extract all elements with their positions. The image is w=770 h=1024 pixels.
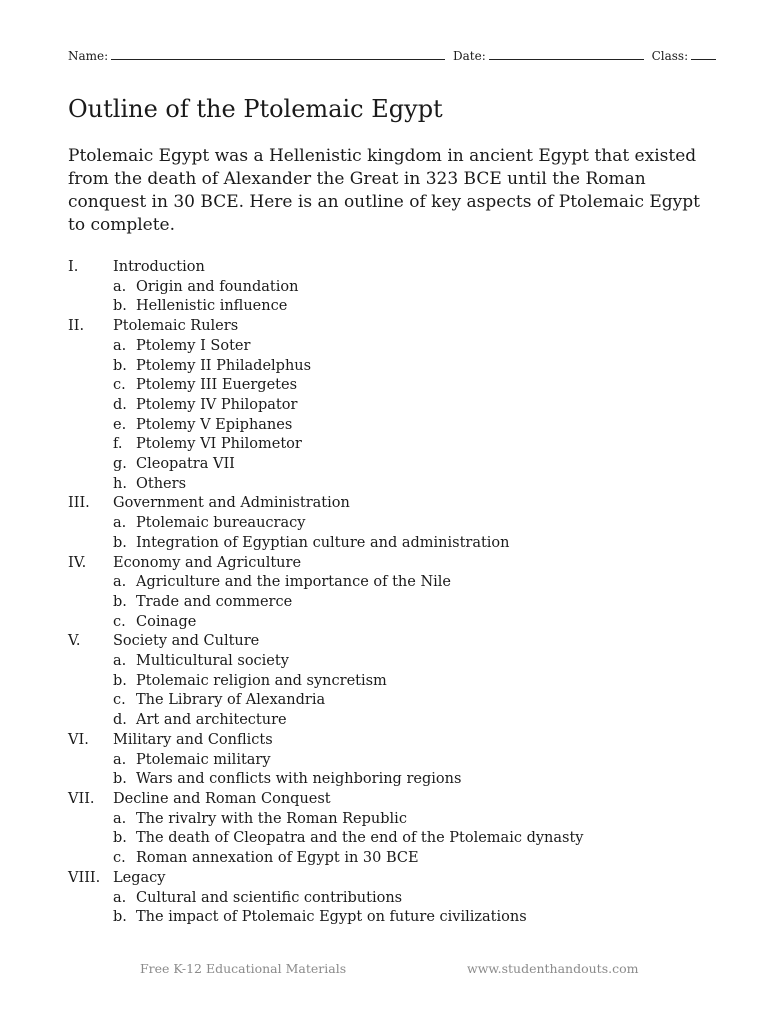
subtopic-item: [113, 751, 708, 771]
subtopic-letter: b.: [113, 593, 127, 610]
section-title: Legacy: [113, 869, 166, 886]
subtopic-text: Ptolemaic military: [136, 751, 271, 768]
outline-section: [68, 869, 708, 928]
subtopic-letter: a.: [113, 278, 127, 295]
section-heading: [68, 494, 708, 514]
subtopic-list: [68, 889, 708, 928]
date-label: Date:: [453, 49, 486, 63]
subtopic-letter: a.: [113, 889, 127, 906]
outline-section: [68, 317, 708, 494]
subtopic-text: Ptolemy III Euergetes: [136, 377, 298, 394]
subtopic-text: Origin and foundation: [136, 278, 299, 295]
subtopic-list: [68, 652, 708, 731]
subtopic-letter: b.: [113, 672, 127, 689]
section-title: Ptolemaic Rulers: [113, 318, 239, 335]
subtopic-text: Roman annexation of Egypt in 30 BCE: [136, 850, 419, 867]
subtopic-item: [113, 514, 708, 534]
subtopic-letter: c.: [113, 850, 126, 867]
section-heading: [68, 317, 708, 337]
subtopic-letter: b.: [113, 830, 127, 847]
section-title: Decline and Roman Conquest: [113, 790, 331, 807]
subtopic-text: Integration of Egyptian culture and administration: [136, 534, 510, 551]
subtopic-letter: f.: [113, 436, 123, 453]
subtopic-item: [113, 672, 708, 692]
subtopic-letter: a.: [113, 653, 127, 670]
subtopic-item: [113, 889, 708, 909]
subtopic-letter: d.: [113, 712, 127, 729]
subtopic-list: [68, 514, 708, 553]
section-number: II.: [68, 318, 85, 335]
section-heading: [68, 554, 708, 574]
subtopic-text: The Library of Alexandria: [136, 692, 326, 709]
subtopic-item: [113, 376, 708, 396]
section-number: V.: [68, 633, 81, 650]
section-heading: [68, 258, 708, 278]
subtopic-item: [113, 435, 708, 455]
page-title: Outline of the Ptolemaic Egypt: [68, 95, 443, 123]
subtopic-item: [113, 278, 708, 298]
outline-section: [68, 790, 708, 869]
outline-section: [68, 554, 708, 633]
subtopic-text: Ptolemy V Epiphanes: [136, 416, 293, 433]
subtopic-text: Trade and commerce: [136, 593, 293, 610]
section-title: Government and Administration: [113, 495, 350, 512]
section-number: VII.: [68, 790, 95, 807]
subtopic-text: Ptolemy II Philadelphus: [136, 357, 312, 374]
subtopic-item: [113, 416, 708, 436]
subtopic-text: Hellenistic influence: [136, 298, 288, 315]
subtopic-text: Ptolemy VI Philometor: [136, 436, 302, 453]
subtopic-item: [113, 613, 708, 633]
subtopic-text: Multicultural society: [136, 653, 289, 670]
subtopic-letter: a.: [113, 515, 127, 532]
subtopic-text: Cultural and scientific contributions: [136, 889, 403, 906]
subtopic-text: Others: [136, 475, 187, 492]
footer-left-text: Free K-12 Educational Materials: [140, 961, 347, 976]
subtopic-item: [113, 908, 708, 928]
section-number: VI.: [68, 731, 89, 748]
subtopic-item: [113, 711, 708, 731]
outline-section: [68, 731, 708, 790]
subtopic-item: [113, 573, 708, 593]
subtopic-letter: a.: [113, 337, 127, 354]
subtopic-item: [113, 770, 708, 790]
subtopic-letter: h.: [113, 475, 127, 492]
subtopic-letter: b.: [113, 298, 127, 315]
subtopic-item: [113, 829, 708, 849]
date-line[interactable]: [489, 47, 644, 60]
subtopic-text: Agriculture and the importance of the Nile: [136, 574, 451, 591]
section-title: Society and Culture: [113, 633, 260, 650]
outline-section: [68, 494, 708, 553]
subtopic-list: [68, 337, 708, 495]
subtopic-text: Coinage: [136, 613, 197, 630]
section-title: Military and Conflicts: [113, 731, 273, 748]
section-heading: [68, 790, 708, 810]
name-line[interactable]: [111, 47, 445, 60]
subtopic-item: [113, 593, 708, 613]
subtopic-item: [113, 652, 708, 672]
subtopic-letter: b.: [113, 534, 127, 551]
subtopic-letter: d.: [113, 396, 127, 413]
subtopic-list: [68, 810, 708, 869]
class-label: Class:: [651, 49, 689, 63]
name-label: Name:: [68, 49, 109, 63]
subtopic-letter: b.: [113, 909, 127, 926]
subtopic-item: [113, 810, 708, 830]
section-title: Economy and Agriculture: [113, 554, 302, 571]
subtopic-item: [113, 534, 708, 554]
outline-section: [68, 632, 708, 731]
subtopic-text: The impact of Ptolemaic Egypt on future civilizations: [136, 909, 527, 926]
subtopic-text: Ptolemy I Soter: [136, 337, 251, 354]
subtopic-item: [113, 337, 708, 357]
subtopic-item: [113, 849, 708, 869]
subtopic-item: [113, 357, 708, 377]
subtopic-text: Ptolemaic religion and syncretism: [136, 672, 387, 689]
subtopic-letter: c.: [113, 377, 126, 394]
intro-paragraph: Ptolemaic Egypt was a Hellenistic kingdom in ancient Egypt that existed from the death of Alexander the Great in 323 BCE until the Roman conquest in 30 BCE. Here is an outline of key aspects of Ptolemaic Egypt to complete.: [68, 146, 700, 235]
section-number: I.: [68, 259, 79, 275]
subtopic-list: [68, 751, 708, 790]
subtopic-text: Ptolemaic bureaucracy: [136, 515, 306, 532]
subtopic-letter: g.: [113, 456, 127, 473]
section-heading: [68, 869, 708, 889]
subtopic-letter: c.: [113, 613, 126, 630]
subtopic-item: [113, 297, 708, 317]
subtopic-letter: b.: [113, 771, 127, 788]
subtopic-text: Wars and conflicts with neighboring regions: [136, 771, 462, 788]
subtopic-letter: a.: [113, 574, 127, 591]
subtopic-item: [113, 396, 708, 416]
section-number: III.: [68, 495, 90, 512]
subtopic-item: [113, 455, 708, 475]
subtopic-letter: c.: [113, 692, 126, 709]
worksheet-header: [68, 47, 704, 64]
subtopic-text: The death of Cleopatra and the end of the Ptolemaic dynasty: [136, 830, 584, 847]
subtopic-letter: a.: [113, 810, 127, 827]
subtopic-letter: b.: [113, 357, 127, 374]
subtopic-item: [113, 691, 708, 711]
section-heading: [68, 731, 708, 751]
subtopic-list: [68, 278, 708, 317]
section-title: Introduction: [113, 259, 205, 275]
subtopic-item: [113, 475, 708, 495]
subtopic-letter: a.: [113, 751, 127, 768]
outline-section: [68, 258, 708, 317]
subtopic-list: [68, 573, 708, 632]
subtopic-text: Art and architecture: [136, 712, 287, 729]
subtopic-letter: e.: [113, 416, 127, 433]
section-number: VIII.: [68, 869, 101, 886]
class-line[interactable]: [691, 47, 716, 60]
subtopic-text: The rivalry with the Roman Republic: [136, 810, 407, 827]
subtopic-text: Cleopatra VII: [136, 456, 235, 473]
subtopic-text: Ptolemy IV Philopator: [136, 396, 298, 413]
section-number: IV.: [68, 554, 87, 571]
section-heading: [68, 632, 708, 652]
outline-list: [68, 258, 708, 928]
footer-website-link[interactable]: www.studenthandouts.com: [467, 961, 639, 976]
